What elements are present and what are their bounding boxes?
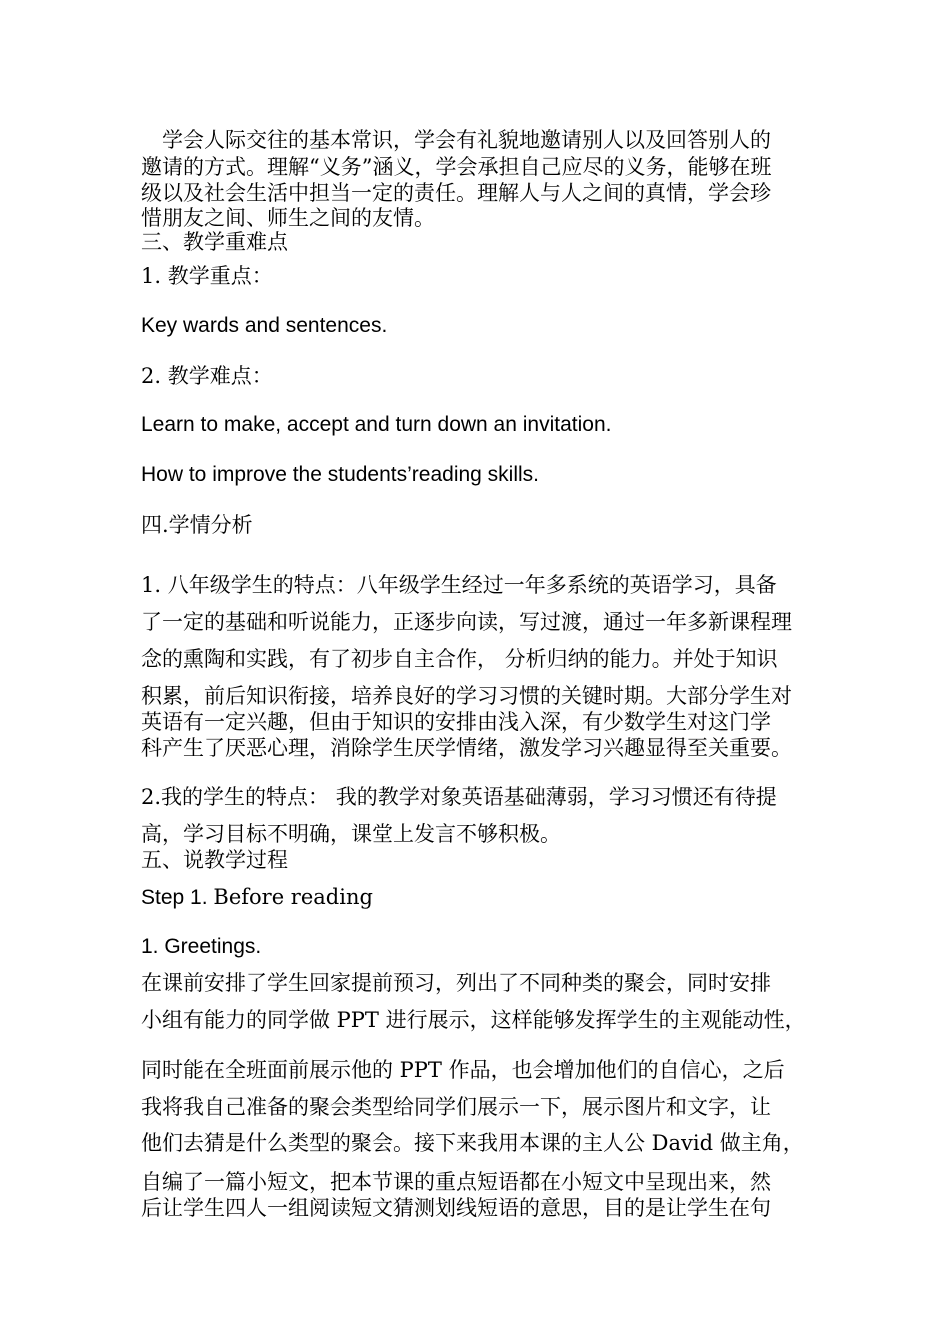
- grade8-analysis-line-5: 英语有一定兴趣，但由于知识的安排由浅入深，有少数学生对这门学: [141, 710, 771, 734]
- step1-prefix: Step 1.: [141, 886, 214, 909]
- key-points-heading: 1. 教学重点：: [141, 264, 273, 288]
- goals-line-3: 级以及社会生活中担当一定的责任。理解人与人之间的真情，学会珍: [141, 181, 771, 205]
- goals-line-1: 学会人际交往的基本常识，学会有礼貌地邀请别人以及回答别人的: [162, 128, 771, 152]
- goals-line-4: 惜朋友之间、师生之间的友情。: [141, 206, 435, 230]
- difficult-point-2: How to improve the students’reading skills.: [141, 463, 540, 486]
- greetings-line-3: 同时能在全班面前展示他的 PPT 作品，也会增加他们的自信心，之后: [141, 1058, 785, 1082]
- step1-title: Before reading: [213, 885, 373, 909]
- step1-heading: [141, 884, 821, 911]
- section-heading-learner-analysis: 四.学情分析: [141, 513, 253, 537]
- difficult-points-heading: 2. 教学难点：: [141, 364, 273, 388]
- section-heading-key-difficult: 三、教学重难点: [141, 230, 288, 254]
- goals-line-2: 邀请的方式。理解“义务”涵义，学会承担自己应尽的义务，能够在班: [141, 155, 772, 179]
- difficult-point-1: Learn to make, accept and turn down an invitation.: [141, 413, 612, 436]
- grade8-analysis-line-2: 了一定的基础和听说能力，正逐步向读，写过渡，通过一年多新课程理: [141, 610, 792, 634]
- greetings-line-5: 他们去猜是什么类型的聚会。接下来我用本课的主人公 David 做主角，: [141, 1131, 804, 1155]
- my-students-line-1: 2.我的学生的特点： 我的教学对象英语基础薄弱，学习习惯还有待提: [141, 785, 777, 809]
- grade8-analysis-line-3: 念的熏陶和实践，有了初步自主合作， 分析归纳的能力。并处于知识: [141, 647, 778, 671]
- section-heading-teaching-process: 五、说教学过程: [141, 848, 288, 872]
- greetings-line-2: 小组有能力的同学做 PPT 进行展示，这样能够发挥学生的主观能动性，: [141, 1008, 806, 1032]
- my-students-line-2: 高，学习目标不明确，课堂上发言不够积极。: [141, 822, 561, 846]
- greetings-heading: 1. Greetings.: [141, 935, 262, 958]
- key-points-text: Key wards and sentences.: [141, 314, 388, 337]
- grade8-analysis-line-4: 积累，前后知识衔接，培养良好的学习习惯的关键时期。大部分学生对: [141, 684, 792, 708]
- greetings-line-6: 自编了一篇小短文，把本节课的重点短语都在小短文中呈现出来，然: [141, 1170, 771, 1194]
- greetings-line-1: 在课前安排了学生回家提前预习，列出了不同种类的聚会，同时安排: [141, 971, 771, 995]
- grade8-analysis-line-1: 1. 八年级学生的特点：八年级学生经过一年多系统的英语学习，具备: [141, 573, 777, 597]
- greetings-line-7: 后让学生四人一组阅读短文猜测划线短语的意思，目的是让学生在句: [141, 1196, 771, 1220]
- grade8-analysis-line-6: 科产生了厌恶心理，消除学生厌学情绪，激发学习兴趣显得至关重要。: [141, 736, 792, 760]
- greetings-line-4: 我将我自己准备的聚会类型给同学们展示一下，展示图片和文字，让: [141, 1095, 771, 1119]
